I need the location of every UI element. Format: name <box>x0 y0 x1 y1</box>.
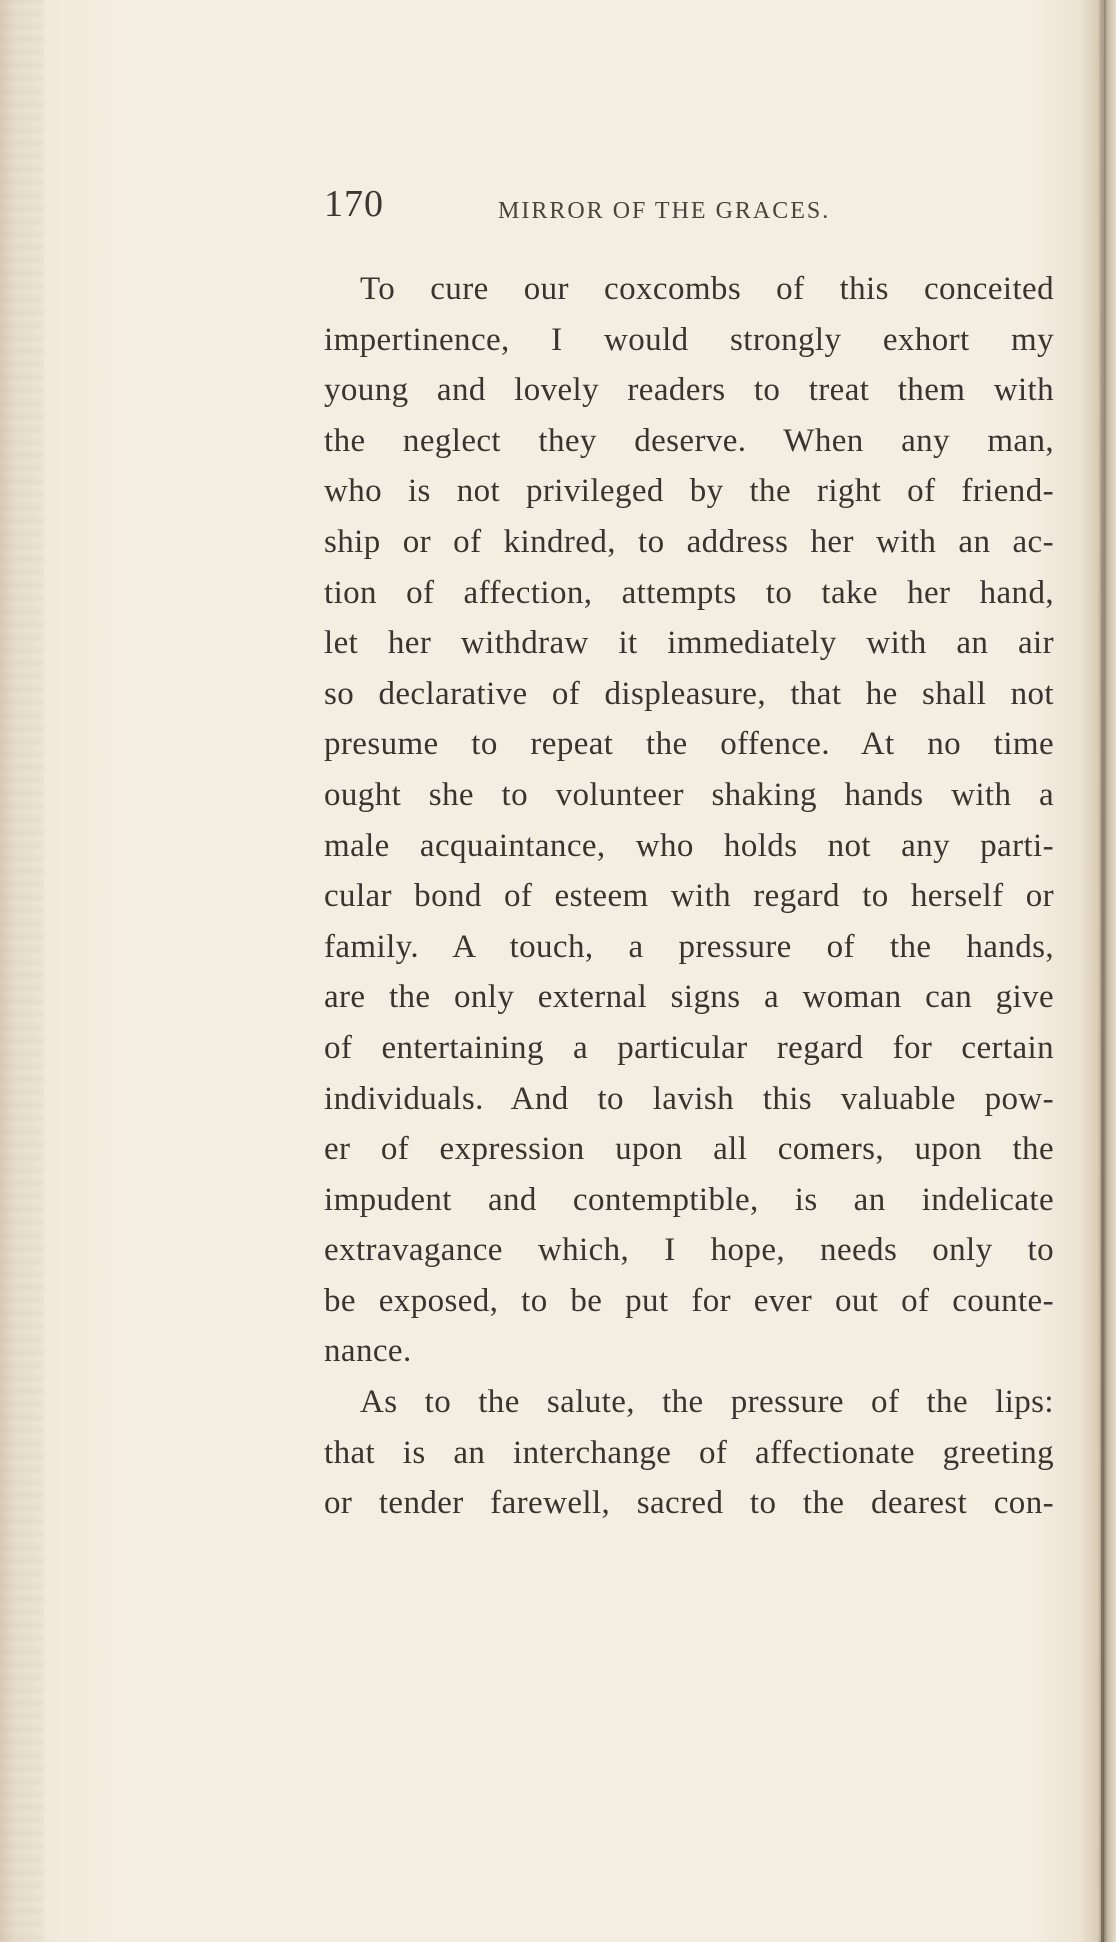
text-line: tion of affection, attempts to take her hand, <box>324 574 1054 611</box>
text-line: As to the salute, the pressure of the lips: <box>360 1384 1054 1421</box>
text-line: the neglect they deserve. When any man, <box>324 422 1054 459</box>
text-line: that is an interchange of affectionate greeting <box>324 1434 1054 1471</box>
text-line: individuals. And to lavish this valuable pow- <box>324 1080 1054 1117</box>
text-line: male acquaintance, who holds not any parti- <box>324 827 1054 864</box>
text-line: be exposed, to be put for ever out of counte- <box>324 1282 1054 1319</box>
text-line: ship or of kindred, to address her with an ac- <box>324 523 1054 560</box>
running-title: MIRROR OF THE GRACES. <box>498 198 831 224</box>
text-line: who is not privileged by the right of friend- <box>324 473 1054 510</box>
page-right-fold <box>1101 0 1104 1942</box>
text-line: To cure our coxcombs of this conceited <box>360 271 1054 307</box>
text-line: are the only external signs a woman can give <box>324 979 1054 1016</box>
text-line: impertinence, I would strongly exhort my <box>324 321 1054 358</box>
text-line: er of expression upon all comers, upon the <box>324 1131 1054 1168</box>
text-line: presume to repeat the offence. At no time <box>324 726 1054 763</box>
paragraph <box>324 1377 1054 1529</box>
text-line: let her withdraw it immediately with an air <box>324 625 1054 662</box>
text-line: so declarative of displeasure, that he shall not <box>324 675 1054 712</box>
text-line: family. A touch, a pressure of the hands, <box>324 928 1054 965</box>
body-text <box>324 264 1054 1529</box>
text-line: of entertaining a particular regard for certain <box>324 1029 1054 1066</box>
text-line: ought she to volunteer shaking hands with a <box>324 776 1054 813</box>
text-line: extravagance which, I hope, needs only to <box>324 1232 1054 1269</box>
text-line: nance. <box>324 1333 412 1370</box>
text-line: or tender farewell, sacred to the dearest con- <box>324 1485 1054 1522</box>
page-number: 170 <box>324 183 384 225</box>
text-line: cular bond of esteem with regard to herself or <box>324 878 1054 915</box>
page-header <box>324 178 1054 238</box>
text-line: impudent and contemptible, is an indelicate <box>324 1181 1054 1218</box>
page-left-edge <box>0 0 44 1942</box>
text-line: young and lovely readers to treat them with <box>324 372 1054 409</box>
paragraph <box>324 264 1054 1377</box>
